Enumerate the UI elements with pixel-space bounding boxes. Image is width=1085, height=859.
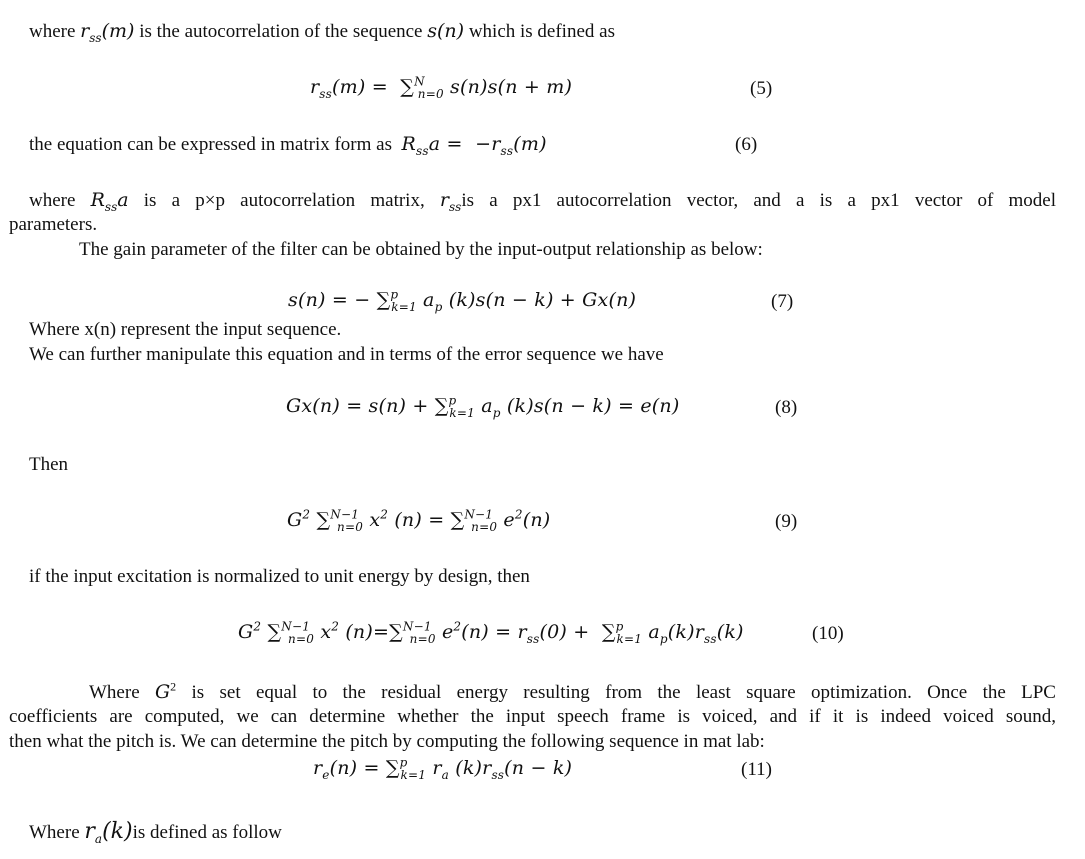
- paragraph-then: Then: [29, 454, 69, 475]
- paragraph-matrix-form: the equation can be expressed in matrix form as $R_{ss}a = -r_{ss}(m)$: [29, 133, 547, 158]
- paragraph-residual-energy-line3: then what the pitch is. We can determine the pitch by computing the following sequence in mat lab:: [9, 731, 765, 752]
- equation-7-label: (7): [771, 291, 794, 312]
- equation-9: $G^2$ ∑$^{N-1}_{n=0}$ $x^2$ (n) = ∑$^{N-1}_{n=0}$ $e^2(n)$: [287, 507, 551, 534]
- equation-8-label: (8): [775, 397, 798, 418]
- paragraph-gain-parameter: The gain parameter of the filter can be obtained by the input-output relationship as below:: [79, 239, 763, 260]
- equation-10: $G^2$ ∑$^{N-1}_{n=0}$ $x^2$ (n)=∑$^{N-1}_{n=0}$ $e^2(n) = r_{ss}(0) + \sum^p_{k=1}$ $a_p(k)r_{ss}(k)$: [238, 619, 744, 646]
- equation-11-label: (11): [741, 759, 772, 780]
- equation-5-label: (5): [750, 78, 773, 99]
- paragraph-input-sequence: Where x(n) represent the input sequence.: [29, 319, 342, 340]
- paragraph-error-sequence: We can further manipulate this equation and in terms of the error sequence we have: [29, 344, 664, 365]
- equation-10-label: (10): [812, 623, 844, 644]
- paragraph-ra-definition: Where $r_a(k)is$ defined as follow: [29, 819, 282, 846]
- equation-6-label: (6): [735, 134, 758, 155]
- paragraph-matrix-definition-line1: where $R_{ss}a$ is a p×p autocorrelation matrix, $r_{ss}is$ a px1 autocorrelation vector, and a is a px1 vector of model: [29, 189, 1056, 214]
- paragraph-residual-energy-line1: Where $G^2$ is set equal to the residual energy resulting from the least square optimization. Once the LPC: [89, 679, 1056, 703]
- paragraph-autocorrelation-intro: where $r_{ss}(m)$ is the autocorrelation of the sequence s(n) which is defined as: [29, 20, 615, 45]
- equation-11: $r_e(n) = \sum^p_{k=1}$ $r_a$ $(k)r_{ss}(n - k)$: [313, 755, 573, 782]
- paragraph-matrix-definition-line2: parameters.: [9, 214, 98, 235]
- equation-8: Gx(n) = s(n) + ∑$^p_{k=1}$ $a_p$ (k)s(n − k) = e(n): [286, 393, 680, 420]
- equation-5: $r_{ss}(m) = \sum^N_{n=0}$ s(n)s(n + m): [310, 74, 573, 101]
- equation-9-label: (9): [775, 511, 798, 532]
- paragraph-unit-energy: if the input excitation is normalized to unit energy by design, then: [29, 566, 530, 587]
- equation-7: s(n) = − ∑$^p_{k=1}$ $a_p$ (k)s(n − k) + Gx(n): [288, 287, 637, 314]
- paragraph-residual-energy-line2: coefficients are computed, we can determine whether the input speech frame is voiced, and if it is indeed voiced sound,: [9, 706, 1056, 727]
